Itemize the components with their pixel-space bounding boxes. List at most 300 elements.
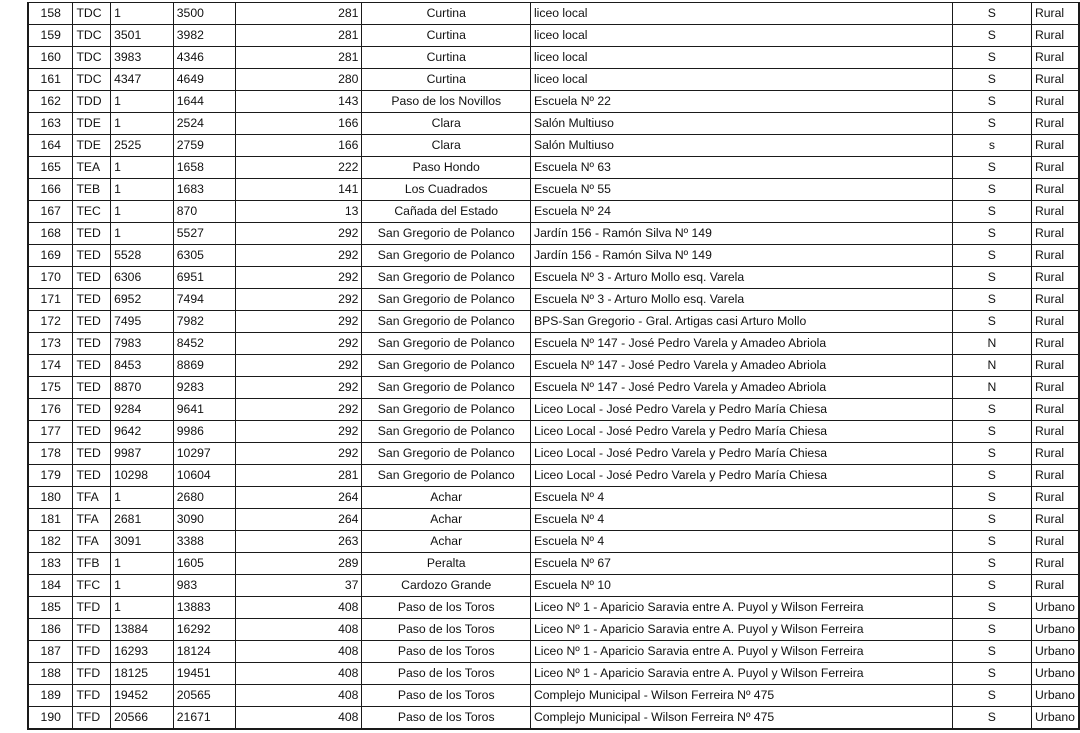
polling-place-cell: Escuela Nº 147 - José Pedro Varela y Amadeo Abriola (530, 355, 952, 377)
zone-cell: Rural (1031, 267, 1079, 289)
row-number-cell: 178 (28, 443, 73, 465)
range-to-cell: 18124 (173, 641, 236, 663)
series-code-cell: TDC (73, 3, 111, 25)
zone-cell: Rural (1031, 25, 1079, 47)
locality-cell: San Gregorio de Polanco (362, 443, 531, 465)
table-row (28, 135, 1079, 157)
locality-cell: San Gregorio de Polanco (362, 267, 531, 289)
zone-cell: Rural (1031, 113, 1079, 135)
range-from-cell: 3501 (111, 25, 174, 47)
locality-cell: Peralta (362, 553, 531, 575)
range-from-cell: 13884 (111, 619, 174, 641)
zone-cell: Rural (1031, 157, 1079, 179)
range-from-cell: 1 (111, 575, 174, 597)
row-number-cell: 165 (28, 157, 73, 179)
series-code-cell: TED (73, 355, 111, 377)
range-from-cell: 9284 (111, 399, 174, 421)
series-code-cell: TED (73, 289, 111, 311)
table-row (28, 421, 1079, 443)
table-row (28, 531, 1079, 553)
locality-cell: San Gregorio de Polanco (362, 223, 531, 245)
table-row (28, 663, 1079, 685)
flag-cell: S (952, 113, 1031, 135)
table-row (28, 333, 1079, 355)
flag-cell: S (952, 597, 1031, 619)
row-number-cell: 189 (28, 685, 73, 707)
row-number-cell: 161 (28, 69, 73, 91)
polling-place-cell: Escuela Nº 4 (530, 487, 952, 509)
flag-cell: s (952, 135, 1031, 157)
table-row (28, 47, 1079, 69)
locality-cell: Paso de los Toros (362, 619, 531, 641)
circuit-number-cell: 292 (236, 377, 362, 399)
range-to-cell: 2759 (173, 135, 236, 157)
flag-cell: S (952, 91, 1031, 113)
series-code-cell: TDC (73, 47, 111, 69)
circuit-number-cell: 292 (236, 355, 362, 377)
locality-cell: Paso de los Toros (362, 663, 531, 685)
series-code-cell: TFA (73, 487, 111, 509)
circuit-number-cell: 292 (236, 245, 362, 267)
range-from-cell: 7983 (111, 333, 174, 355)
circuit-number-cell: 289 (236, 553, 362, 575)
row-number-cell: 188 (28, 663, 73, 685)
polling-place-cell: Escuela Nº 22 (530, 91, 952, 113)
flag-cell: S (952, 289, 1031, 311)
range-to-cell: 3090 (173, 509, 236, 531)
flag-cell: S (952, 201, 1031, 223)
table-row (28, 157, 1079, 179)
zone-cell: Rural (1031, 201, 1079, 223)
flag-cell: S (952, 575, 1031, 597)
range-to-cell: 9641 (173, 399, 236, 421)
range-to-cell: 2524 (173, 113, 236, 135)
locality-cell: Clara (362, 113, 531, 135)
row-number-cell: 176 (28, 399, 73, 421)
zone-cell: Rural (1031, 289, 1079, 311)
locality-cell: Curtina (362, 69, 531, 91)
polling-place-cell: Escuela Nº 67 (530, 553, 952, 575)
locality-cell: San Gregorio de Polanco (362, 421, 531, 443)
flag-cell: S (952, 311, 1031, 333)
series-code-cell: TED (73, 245, 111, 267)
voting-circuits-table (27, 2, 1080, 730)
polling-place-cell: Escuela Nº 24 (530, 201, 952, 223)
row-number-cell: 185 (28, 597, 73, 619)
zone-cell: Urbano (1031, 641, 1079, 663)
flag-cell: S (952, 399, 1031, 421)
circuit-number-cell: 141 (236, 179, 362, 201)
zone-cell: Rural (1031, 223, 1079, 245)
zone-cell: Rural (1031, 399, 1079, 421)
locality-cell: Paso de los Toros (362, 707, 531, 730)
circuit-number-cell: 408 (236, 641, 362, 663)
circuit-number-cell: 281 (236, 25, 362, 47)
range-from-cell: 9987 (111, 443, 174, 465)
flag-cell: S (952, 179, 1031, 201)
locality-cell: San Gregorio de Polanco (362, 333, 531, 355)
range-from-cell: 9642 (111, 421, 174, 443)
table-row (28, 289, 1079, 311)
circuit-number-cell: 281 (236, 47, 362, 69)
row-number-cell: 167 (28, 201, 73, 223)
flag-cell: S (952, 641, 1031, 663)
row-number-cell: 186 (28, 619, 73, 641)
circuit-number-cell: 13 (236, 201, 362, 223)
row-number-cell: 179 (28, 465, 73, 487)
table-row (28, 553, 1079, 575)
polling-place-cell: liceo local (530, 69, 952, 91)
series-code-cell: TFD (73, 619, 111, 641)
table-row (28, 113, 1079, 135)
range-to-cell: 1605 (173, 553, 236, 575)
circuit-number-cell: 264 (236, 509, 362, 531)
range-to-cell: 8869 (173, 355, 236, 377)
polling-place-cell: Escuela Nº 10 (530, 575, 952, 597)
polling-place-cell: Complejo Municipal - Wilson Ferreira Nº 475 (530, 707, 952, 730)
row-number-cell: 170 (28, 267, 73, 289)
range-from-cell: 1 (111, 487, 174, 509)
series-code-cell: TFD (73, 641, 111, 663)
series-code-cell: TED (73, 443, 111, 465)
flag-cell: N (952, 377, 1031, 399)
circuit-number-cell: 292 (236, 421, 362, 443)
polling-place-cell: Escuela Nº 63 (530, 157, 952, 179)
row-number-cell: 163 (28, 113, 73, 135)
locality-cell: San Gregorio de Polanco (362, 399, 531, 421)
range-from-cell: 5528 (111, 245, 174, 267)
flag-cell: S (952, 3, 1031, 25)
circuit-number-cell: 263 (236, 531, 362, 553)
series-code-cell: TDE (73, 113, 111, 135)
range-from-cell: 8870 (111, 377, 174, 399)
row-number-cell: 181 (28, 509, 73, 531)
polling-place-cell: Escuela Nº 3 - Arturo Mollo esq. Varela (530, 289, 952, 311)
series-code-cell: TEC (73, 201, 111, 223)
circuit-number-cell: 292 (236, 333, 362, 355)
range-from-cell: 6306 (111, 267, 174, 289)
zone-cell: Rural (1031, 487, 1079, 509)
locality-cell: San Gregorio de Polanco (362, 245, 531, 267)
polling-place-cell: Escuela Nº 3 - Arturo Mollo esq. Varela (530, 267, 952, 289)
range-from-cell: 10298 (111, 465, 174, 487)
locality-cell: San Gregorio de Polanco (362, 355, 531, 377)
circuit-number-cell: 292 (236, 399, 362, 421)
polling-place-cell: Salón Multiuso (530, 113, 952, 135)
locality-cell: San Gregorio de Polanco (362, 465, 531, 487)
zone-cell: Urbano (1031, 685, 1079, 707)
range-to-cell: 1683 (173, 179, 236, 201)
series-code-cell: TED (73, 333, 111, 355)
locality-cell: Paso de los Novillos (362, 91, 531, 113)
locality-cell: Los Cuadrados (362, 179, 531, 201)
series-code-cell: TED (73, 223, 111, 245)
zone-cell: Rural (1031, 311, 1079, 333)
locality-cell: Curtina (362, 25, 531, 47)
row-number-cell: 177 (28, 421, 73, 443)
polling-place-cell: BPS-San Gregorio - Gral. Artigas casi Arturo Mollo (530, 311, 952, 333)
range-from-cell: 1 (111, 597, 174, 619)
flag-cell: S (952, 421, 1031, 443)
range-from-cell: 1 (111, 553, 174, 575)
circuit-number-cell: 280 (236, 69, 362, 91)
range-to-cell: 8452 (173, 333, 236, 355)
flag-cell: S (952, 619, 1031, 641)
table-row (28, 245, 1079, 267)
zone-cell: Rural (1031, 355, 1079, 377)
row-number-cell: 187 (28, 641, 73, 663)
row-number-cell: 159 (28, 25, 73, 47)
range-to-cell: 21671 (173, 707, 236, 730)
polling-place-cell: Jardín 156 - Ramón Silva Nº 149 (530, 223, 952, 245)
series-code-cell: TFD (73, 663, 111, 685)
table-row (28, 641, 1079, 663)
table-row (28, 91, 1079, 113)
row-number-cell: 158 (28, 3, 73, 25)
range-from-cell: 8453 (111, 355, 174, 377)
flag-cell: S (952, 25, 1031, 47)
table-row (28, 707, 1079, 730)
polling-place-cell: Liceo Local - José Pedro Varela y Pedro María Chiesa (530, 443, 952, 465)
flag-cell: S (952, 47, 1031, 69)
locality-cell: Paso de los Toros (362, 597, 531, 619)
range-from-cell: 18125 (111, 663, 174, 685)
locality-cell: Achar (362, 487, 531, 509)
range-to-cell: 4346 (173, 47, 236, 69)
polling-place-cell: Liceo Local - José Pedro Varela y Pedro María Chiesa (530, 465, 952, 487)
range-to-cell: 3982 (173, 25, 236, 47)
range-from-cell: 2681 (111, 509, 174, 531)
zone-cell: Rural (1031, 333, 1079, 355)
range-to-cell: 1644 (173, 91, 236, 113)
zone-cell: Rural (1031, 531, 1079, 553)
row-number-cell: 180 (28, 487, 73, 509)
circuit-number-cell: 292 (236, 267, 362, 289)
row-number-cell: 184 (28, 575, 73, 597)
table-row (28, 685, 1079, 707)
zone-cell: Rural (1031, 135, 1079, 157)
series-code-cell: TDC (73, 69, 111, 91)
polling-place-cell: liceo local (530, 3, 952, 25)
circuit-number-cell: 408 (236, 619, 362, 641)
table-row (28, 201, 1079, 223)
circuit-number-cell: 408 (236, 597, 362, 619)
range-to-cell: 9283 (173, 377, 236, 399)
series-code-cell: TED (73, 267, 111, 289)
table-row (28, 311, 1079, 333)
range-to-cell: 19451 (173, 663, 236, 685)
range-to-cell: 16292 (173, 619, 236, 641)
table-row (28, 443, 1079, 465)
table-row (28, 465, 1079, 487)
series-code-cell: TDE (73, 135, 111, 157)
range-to-cell: 4649 (173, 69, 236, 91)
series-code-cell: TEB (73, 179, 111, 201)
circuit-number-cell: 222 (236, 157, 362, 179)
row-number-cell: 164 (28, 135, 73, 157)
table-row (28, 377, 1079, 399)
range-to-cell: 6951 (173, 267, 236, 289)
circuit-number-cell: 281 (236, 465, 362, 487)
range-from-cell: 20566 (111, 707, 174, 730)
zone-cell: Urbano (1031, 707, 1079, 730)
series-code-cell: TED (73, 399, 111, 421)
series-code-cell: TFD (73, 707, 111, 730)
flag-cell: S (952, 531, 1031, 553)
locality-cell: Curtina (362, 3, 531, 25)
zone-cell: Rural (1031, 421, 1079, 443)
series-code-cell: TDC (73, 25, 111, 47)
table-row (28, 3, 1079, 25)
circuit-number-cell: 408 (236, 685, 362, 707)
locality-cell: Cardozo Grande (362, 575, 531, 597)
flag-cell: S (952, 663, 1031, 685)
row-number-cell: 190 (28, 707, 73, 730)
range-to-cell: 870 (173, 201, 236, 223)
range-from-cell: 3091 (111, 531, 174, 553)
range-to-cell: 6305 (173, 245, 236, 267)
flag-cell: N (952, 355, 1031, 377)
row-number-cell: 169 (28, 245, 73, 267)
zone-cell: Rural (1031, 465, 1079, 487)
polling-place-cell: Liceo Local - José Pedro Varela y Pedro María Chiesa (530, 399, 952, 421)
series-code-cell: TEA (73, 157, 111, 179)
circuit-number-cell: 143 (236, 91, 362, 113)
zone-cell: Rural (1031, 179, 1079, 201)
flag-cell: S (952, 223, 1031, 245)
range-from-cell: 4347 (111, 69, 174, 91)
polling-place-cell: Escuela Nº 147 - José Pedro Varela y Amadeo Abriola (530, 377, 952, 399)
table-row (28, 597, 1079, 619)
series-code-cell: TED (73, 377, 111, 399)
polling-place-cell: Escuela Nº 4 (530, 509, 952, 531)
polling-place-cell: Liceo Local - José Pedro Varela y Pedro María Chiesa (530, 421, 952, 443)
row-number-cell: 183 (28, 553, 73, 575)
flag-cell: S (952, 553, 1031, 575)
range-from-cell: 19452 (111, 685, 174, 707)
locality-cell: Achar (362, 509, 531, 531)
range-from-cell: 16293 (111, 641, 174, 663)
range-from-cell: 3983 (111, 47, 174, 69)
range-from-cell: 1 (111, 91, 174, 113)
polling-place-cell: Complejo Municipal - Wilson Ferreira Nº 475 (530, 685, 952, 707)
polling-place-cell: Escuela Nº 4 (530, 531, 952, 553)
zone-cell: Rural (1031, 245, 1079, 267)
range-to-cell: 7494 (173, 289, 236, 311)
row-number-cell: 175 (28, 377, 73, 399)
circuit-number-cell: 281 (236, 3, 362, 25)
range-to-cell: 2680 (173, 487, 236, 509)
polling-place-cell: Liceo Nº 1 - Aparicio Saravia entre A. Puyol y Wilson Ferreira (530, 641, 952, 663)
polling-place-cell: Liceo Nº 1 - Aparicio Saravia entre A. Puyol y Wilson Ferreira (530, 619, 952, 641)
range-to-cell: 983 (173, 575, 236, 597)
row-number-cell: 182 (28, 531, 73, 553)
locality-cell: Paso Hondo (362, 157, 531, 179)
row-number-cell: 168 (28, 223, 73, 245)
range-from-cell: 1 (111, 3, 174, 25)
range-to-cell: 13883 (173, 597, 236, 619)
polling-place-cell: Jardín 156 - Ramón Silva Nº 149 (530, 245, 952, 267)
circuit-number-cell: 408 (236, 707, 362, 730)
table-row (28, 223, 1079, 245)
table-row (28, 355, 1079, 377)
series-code-cell: TED (73, 311, 111, 333)
range-to-cell: 3500 (173, 3, 236, 25)
circuit-number-cell: 37 (236, 575, 362, 597)
range-to-cell: 1658 (173, 157, 236, 179)
table-row (28, 619, 1079, 641)
locality-cell: San Gregorio de Polanco (362, 311, 531, 333)
range-to-cell: 3388 (173, 531, 236, 553)
zone-cell: Rural (1031, 509, 1079, 531)
circuit-number-cell: 292 (236, 223, 362, 245)
series-code-cell: TFC (73, 575, 111, 597)
series-code-cell: TED (73, 465, 111, 487)
table-row (28, 575, 1079, 597)
range-to-cell: 7982 (173, 311, 236, 333)
range-from-cell: 1 (111, 201, 174, 223)
zone-cell: Urbano (1031, 597, 1079, 619)
zone-cell: Rural (1031, 3, 1079, 25)
flag-cell: S (952, 157, 1031, 179)
series-code-cell: TED (73, 421, 111, 443)
polling-place-cell: liceo local (530, 25, 952, 47)
zone-cell: Urbano (1031, 619, 1079, 641)
flag-cell: S (952, 685, 1031, 707)
range-from-cell: 1 (111, 157, 174, 179)
row-number-cell: 171 (28, 289, 73, 311)
series-code-cell: TFB (73, 553, 111, 575)
circuit-number-cell: 408 (236, 663, 362, 685)
zone-cell: Rural (1031, 553, 1079, 575)
range-to-cell: 9986 (173, 421, 236, 443)
table-body (28, 3, 1079, 730)
range-to-cell: 10297 (173, 443, 236, 465)
row-number-cell: 173 (28, 333, 73, 355)
row-number-cell: 160 (28, 47, 73, 69)
zone-cell: Rural (1031, 91, 1079, 113)
series-code-cell: TFA (73, 531, 111, 553)
range-from-cell: 1 (111, 223, 174, 245)
series-code-cell: TDD (73, 91, 111, 113)
table-row (28, 509, 1079, 531)
row-number-cell: 166 (28, 179, 73, 201)
locality-cell: Paso de los Toros (362, 685, 531, 707)
circuit-number-cell: 166 (236, 113, 362, 135)
flag-cell: S (952, 69, 1031, 91)
table-row (28, 69, 1079, 91)
flag-cell: S (952, 443, 1031, 465)
locality-cell: Achar (362, 531, 531, 553)
flag-cell: S (952, 707, 1031, 730)
locality-cell: Curtina (362, 47, 531, 69)
range-from-cell: 6952 (111, 289, 174, 311)
circuit-number-cell: 292 (236, 443, 362, 465)
table-row (28, 399, 1079, 421)
range-from-cell: 2525 (111, 135, 174, 157)
locality-cell: Cañada del Estado (362, 201, 531, 223)
locality-cell: Paso de los Toros (362, 641, 531, 663)
polling-place-cell: Liceo Nº 1 - Aparicio Saravia entre A. Puyol y Wilson Ferreira (530, 597, 952, 619)
circuit-number-cell: 166 (236, 135, 362, 157)
flag-cell: S (952, 465, 1031, 487)
row-number-cell: 162 (28, 91, 73, 113)
circuit-number-cell: 292 (236, 289, 362, 311)
zone-cell: Rural (1031, 377, 1079, 399)
table-row (28, 179, 1079, 201)
locality-cell: San Gregorio de Polanco (362, 289, 531, 311)
polling-place-cell: Liceo Nº 1 - Aparicio Saravia entre A. Puyol y Wilson Ferreira (530, 663, 952, 685)
